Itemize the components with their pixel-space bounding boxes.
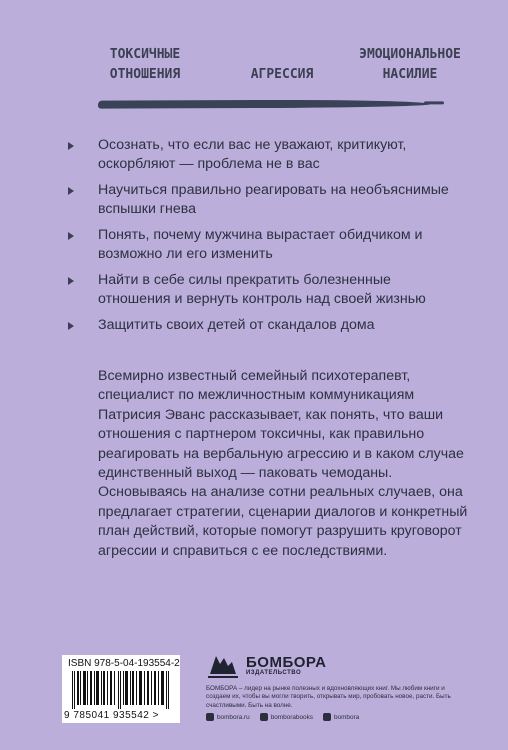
publisher-description: БОМБОРА – лидер на рынке полезных и вдохновляющих книг. Мы любим книги и создаем их, чтобы вы могли творить, открывать мир, пробовать новое, расти. Быть счастливыми. Быть на волне. [206, 685, 451, 709]
topic-emotional-abuse [335, 45, 485, 85]
topic-line: ОТНОШЕНИЯ [109, 67, 181, 82]
barcode-digits: 9 785041 935542 > [64, 710, 159, 721]
social-label: bombora [333, 713, 360, 721]
social-label: bomborabooks [270, 713, 313, 721]
list-item [62, 271, 462, 309]
social-links [206, 713, 466, 721]
triangle-bullet-icon [68, 232, 74, 240]
barcode-block [62, 655, 180, 723]
topic-line: АГРЕССИЯ [250, 67, 314, 82]
list-item-text: Найти в себе силы прекратить болезненные отношения и вернуть контроль над своей жизнью [98, 272, 426, 307]
telegram-icon [323, 713, 331, 721]
vk-icon [260, 713, 268, 721]
topics-header [60, 40, 480, 88]
triangle-bullet-icon [68, 142, 74, 150]
list-item [62, 316, 462, 335]
list-item-text: Осознать, что если вас не уважают, критикуют, оскорбляют — проблема не в вас [98, 137, 407, 172]
publisher-name: БОМБОРА [246, 654, 327, 671]
list-item [62, 226, 462, 264]
benefits-list [62, 136, 462, 342]
list-item-text: Научиться правильно реагировать на необъяснимые вспышки гнева [98, 182, 449, 217]
triangle-bullet-icon [68, 277, 74, 285]
globe-icon [206, 713, 214, 721]
topic-aggression [232, 65, 332, 85]
list-item-text: Понять, почему мужчина вырастает обидчиком и возможно ли его изменить [98, 227, 423, 262]
social-link-telegram[interactable] [323, 713, 359, 721]
publisher-subtitle: ИЗДАТЕЛЬСТВО [246, 670, 302, 676]
social-link-vk[interactable] [260, 713, 313, 721]
list-item [62, 136, 462, 174]
list-item [62, 181, 462, 219]
social-link-site[interactable] [206, 713, 250, 721]
brush-stroke-divider [98, 99, 430, 108]
isbn-label: ISBN 978-5-04-193554-2 [68, 658, 180, 669]
triangle-bullet-icon [68, 322, 74, 330]
topic-toxic-relationships [90, 45, 200, 85]
topic-line: НАСИЛИЕ [382, 67, 438, 82]
list-item-text: Защитить своих детей от скандалов дома [98, 317, 375, 333]
book-description: Всемирно известный семейный психотерапевт, специалист по межличностным коммуникациям Патрисия Эванс рассказывает, как понять, что ваши отношения с партнером токсичны, как правильно реагировать на вербальную агрессию и в каком случае единственный выход — паковать чемоданы. Основываясь на анализе сотни реальных случаев, она предлагает стратегии, сценарии диалогов и конкретный план действий, которые помогут разрушить круговорот агрессии и справиться с ее последствиями. [98, 368, 468, 559]
topic-line: ЭМОЦИОНАЛЬНОЕ [359, 47, 461, 62]
barcode-icon [70, 671, 174, 709]
topic-line: ТОКСИЧНЫЕ [109, 47, 181, 62]
social-label: bombora.ru [217, 713, 250, 721]
triangle-bullet-icon [68, 187, 74, 195]
